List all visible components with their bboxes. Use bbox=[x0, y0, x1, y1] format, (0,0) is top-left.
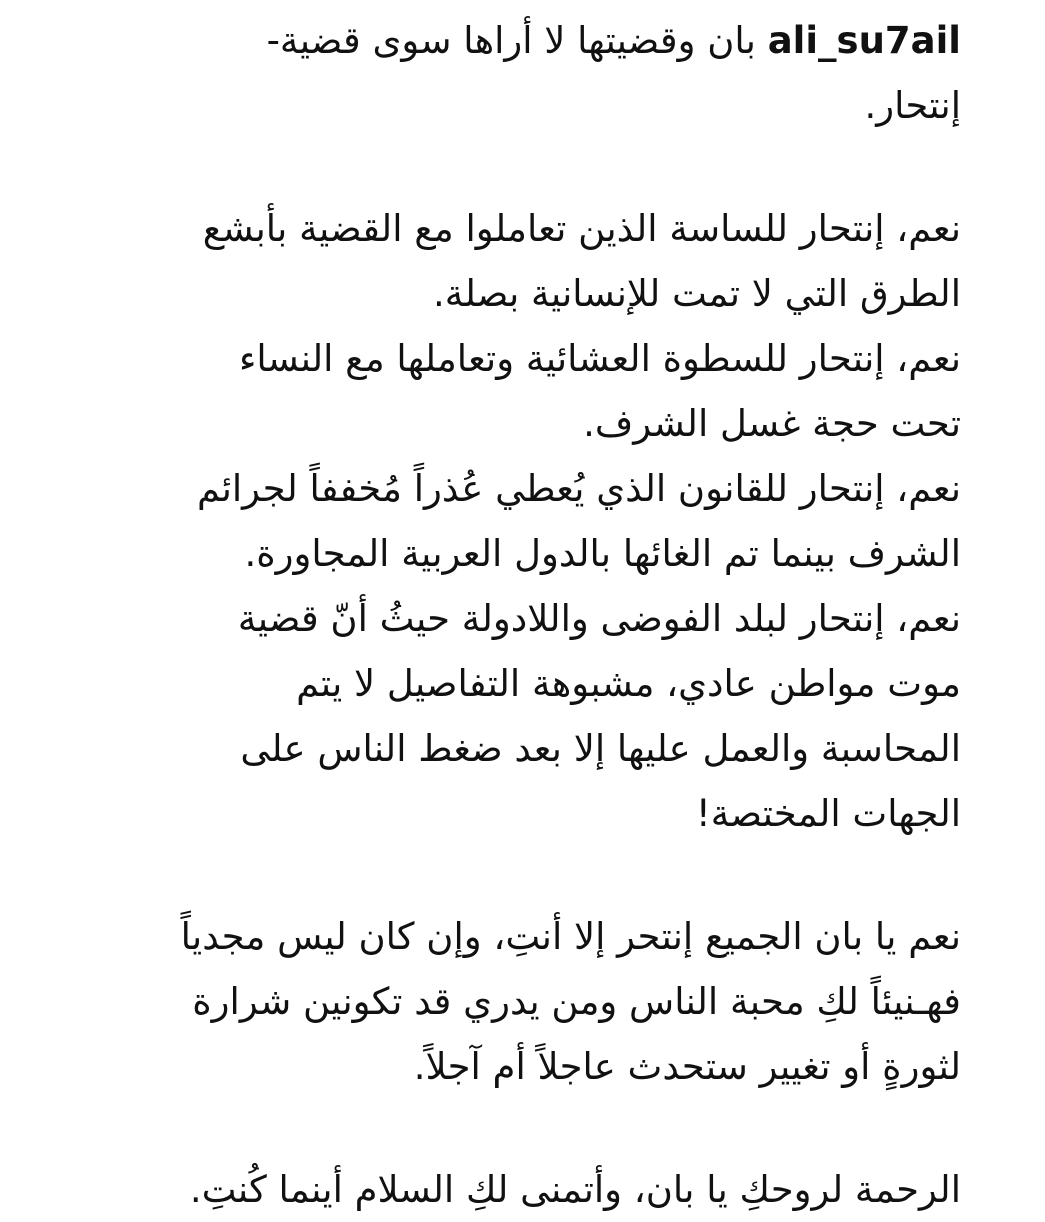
paragraph-break bbox=[36, 1099, 961, 1157]
caption-line-19: الرحمة لروحكِ يا بان، وأتمنى لكِ السلام أينما كُنتِ. bbox=[189, 1168, 961, 1211]
caption-line-1 bbox=[36, 8, 961, 73]
caption-line-7: تحت حجة غسل الشرف. bbox=[583, 402, 961, 445]
caption-line-8: نعم، إنتحار للقانون الذي يُعطي عُذراً مُخففاً لجرائم bbox=[196, 467, 961, 510]
caption-line-4: نعم، إنتحار للساسة الذين تعاملوا مع القضية بأبشع bbox=[202, 207, 961, 250]
caption-line-13: الجهات المختصة! bbox=[695, 792, 961, 835]
post-caption bbox=[36, 8, 961, 1222]
caption-line-15: نعم يا بان الجميع إنتحر إلا أنتِ، وإن كان ليس مجدياً bbox=[180, 915, 961, 958]
caption-line-17: لثورةٍ أو تغيير ستحدث عاجلاً أم آجلاً. bbox=[413, 1045, 961, 1088]
caption-line-11: موت مواطن عادي، مشبوهة التفاصيل لا يتم bbox=[296, 662, 961, 705]
username-link[interactable]: ali_su7ail bbox=[767, 19, 961, 62]
caption-line-9: الشرف بينما تم الغائها بالدول العربية المجاورة. bbox=[244, 532, 961, 575]
paragraph-break bbox=[36, 846, 961, 904]
caption-line-16: فهـنيئاً لكِ محبة الناس ومن يدري قد تكونين شرارة bbox=[192, 980, 961, 1023]
caption-line-12: المحاسبة والعمل عليها إلا بعد ضغط الناس على bbox=[240, 727, 961, 770]
caption-text: بان وقضيتها لا أراها سوى قضية- bbox=[266, 19, 756, 62]
caption-line-5: الطرق التي لا تمت للإنسانية بصلة. bbox=[433, 272, 961, 315]
caption-line-6: نعم، إنتحار للسطوة العشائية وتعاملها مع النساء bbox=[238, 337, 961, 380]
caption-line-10: نعم، إنتحار لبلد الفوضى واللادولة حيثُ أنّ قضية bbox=[237, 597, 961, 640]
caption-line-2: إنتحار. bbox=[864, 84, 961, 127]
paragraph-break bbox=[36, 138, 961, 196]
